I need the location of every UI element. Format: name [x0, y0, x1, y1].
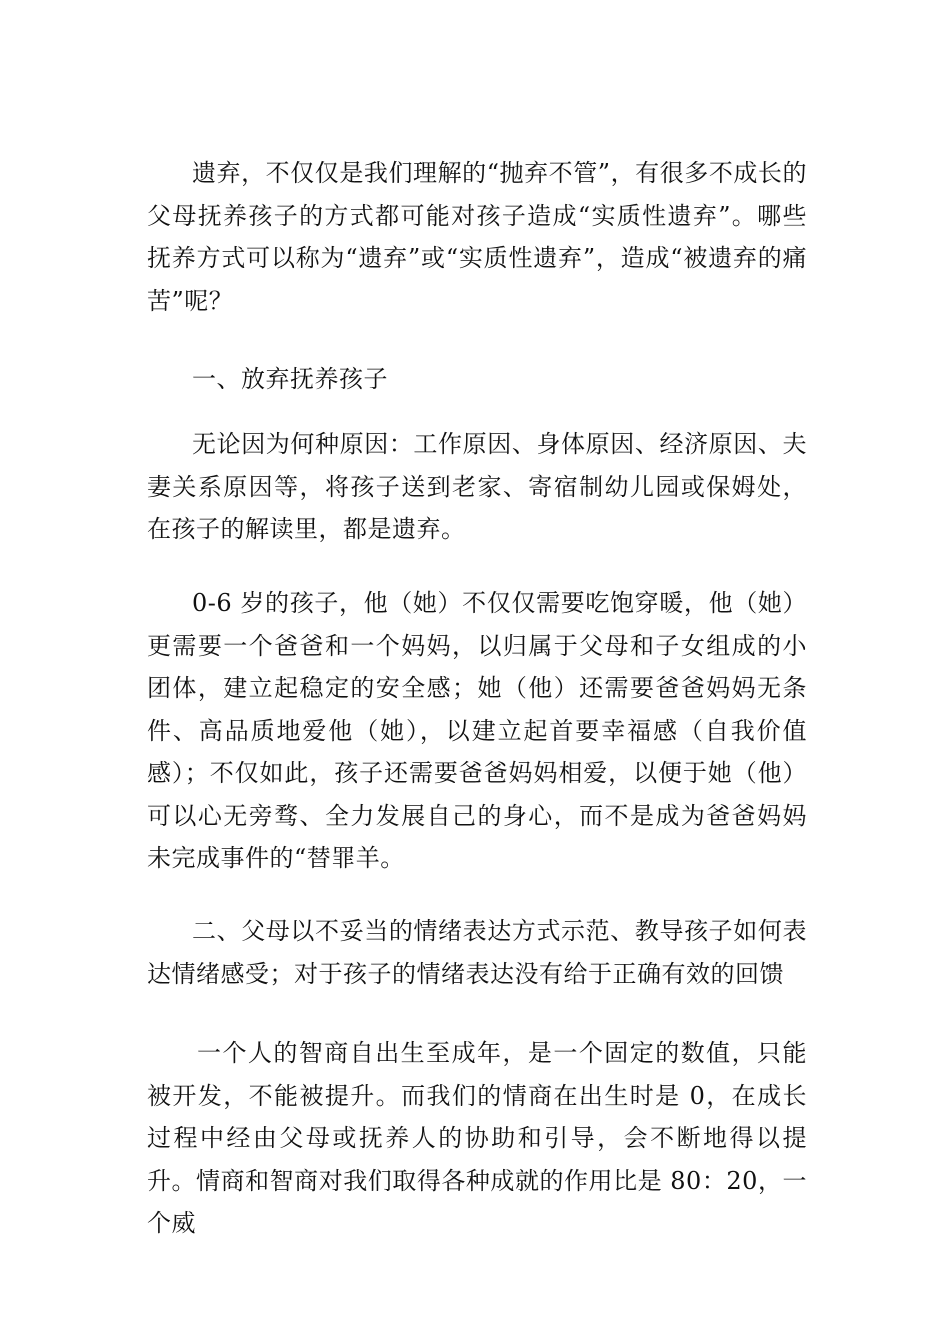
- section-heading-1: 一、放弃抚养孩子: [192, 365, 388, 393]
- intro-paragraph: 遗弃，不仅仅是我们理解的“抛弃不管”，有很多不成长的父母抚养孩子的方式都可能对孩子造成“实质性遗弃”。哪些抚养方式可以称为“遗弃”或“实质性遗弃”，造成“被遗弃的痛苦”呢？: [147, 159, 807, 315]
- section-1-paragraph-2: 0-6 岁的孩子，他（她）不仅仅需要吃饱穿暖，他（她）更需要一个爸爸和一个妈妈，以归属于父母和子女组成的小团体，建立起稳定的安全感；她（他）还需要爸爸妈妈无条件、高品质地爱他（她），以建立起首要幸福感（自我价值感）；不仅如此，孩子还需要爸爸妈妈相爱，以便于她（他）可以心无旁骛、全力发展自己的身心，而不是成为爸爸妈妈未完成事件的“替罪羊。: [147, 589, 807, 872]
- section-1-paragraph-1: 无论因为何种原因：工作原因、身体原因、经济原因、夫妻关系原因等，将孩子送到老家、寄宿制幼儿园或保姆处，在孩子的解读里，都是遗弃。: [147, 430, 807, 543]
- section-2-paragraph-1: 一个人的智商自出生至成年，是一个固定的数值，只能被开发，不能被提升。而我们的情商在出生时是 0，在成长过程中经由父母或抚养人的协助和引导，会不断地得以提升。情商和智商对我们取得各种成就的作用比是 80：20，一个威: [147, 1039, 807, 1237]
- section-heading-2: 二、父母以不妥当的情绪表达方式示范、教导孩子如何表达情绪感受；对于孩子的情绪表达没有给于正确有效的回馈: [147, 917, 807, 988]
